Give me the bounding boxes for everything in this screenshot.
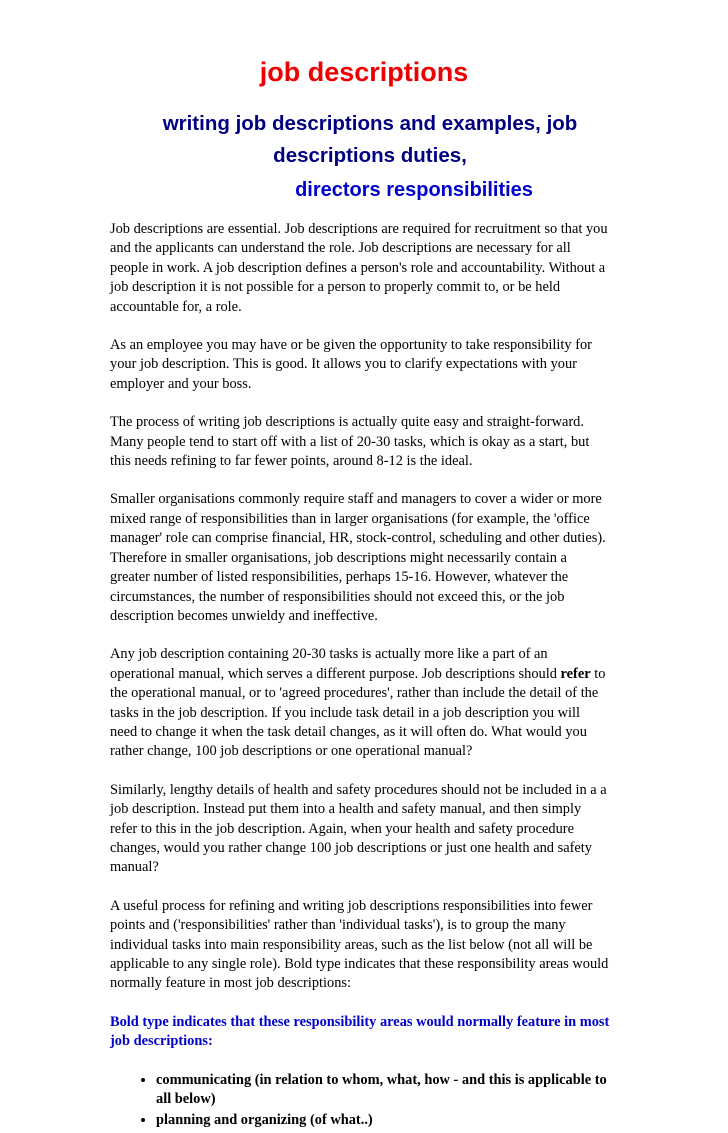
paragraph-6: Similarly, lengthy details of health and safety procedures should not be included in a a job description. Instead put them into a health and safety manual, and then simply refer to this in the job description. Again, when your health and safety procedure changes, would you rather change 100 job descriptions or just one health and safety manual? bbox=[110, 781, 607, 876]
responsibility-list bbox=[110, 1071, 610, 1131]
paragraph-5-text-b: to the operational manual, or to 'agreed procedures', rather than include the detail of the tasks in the job description. If you include task detail in a job description you will need to change it when the task detail changes, as it will often do. What would you rather change, 100 job descriptions or one operational manual? bbox=[110, 665, 606, 760]
paragraph-5-bold-word: refer bbox=[560, 665, 591, 682]
list-item: • planning and organizing (of what..) bbox=[156, 1111, 610, 1130]
paragraph-7: A useful process for refining and writing job descriptions responsibilities into fewer points and ('responsibilities' rather than 'individual tasks'), is to group the many individual tasks into main responsibility areas, such as the list below (not all will be applicable to any single role). Bold type indicates that these responsibility areas would normally feature in most job descriptions: bbox=[110, 897, 609, 992]
paragraph-4: Smaller organisations commonly require staff and managers to cover a wider or more mixed range of responsibilities than in larger organisations (for example, the 'office manager' role can comprise financial, HR, stock-control, scheduling and other duties). Therefore in smaller organisations, job descriptions might necessarily contain a greater number of listed responsibilities, perhaps 15-16. However, whatever the circumstances, the number of responsibilities should not exceed this, or the job description becomes unwieldy and ineffective. bbox=[110, 491, 606, 624]
page-subtitle-secondary: directors responsibilities bbox=[295, 179, 533, 201]
paragraph-3: The process of writing job descriptions is actually quite easy and straight-forward. Many people tend to start off with a list of 20-30 tasks, which is okay as a start, but this needs refining to far fewer points, around 8-12 is the ideal. bbox=[110, 414, 590, 470]
page-subtitle: writing job descriptions and examples, job descriptions duties, bbox=[162, 112, 578, 167]
article-body bbox=[110, 220, 610, 1133]
paragraph-5-text-a: Any job description containing 20-30 tasks is actually more like a part of an operational manual, which serves a different purpose. Job descriptions should bbox=[110, 646, 561, 682]
paragraph-1: Job descriptions are essential. Job descriptions are required for recruitment so that you and the applicants can understand the role. Job descriptions are necessary for all people in work. A job description defines a person's role and accountability. Without a job description it is not possible for a person to properly commit to, or be held accountable for, a role. bbox=[110, 221, 608, 315]
paragraph-2: As an employee you may have or be given the opportunity to take responsibility for your job description. This is good. It allows you to clarify expectations with your employer and your boss. bbox=[110, 337, 592, 392]
page-title: job descriptions bbox=[259, 57, 469, 87]
list-item: • communicating (in relation to whom, what, how - and this is applicable to all below) bbox=[156, 1071, 610, 1110]
bold-type-note: Bold type indicates that these responsibility areas would normally feature in most job descriptions: bbox=[110, 1013, 610, 1050]
paragraph-5 bbox=[110, 645, 610, 761]
